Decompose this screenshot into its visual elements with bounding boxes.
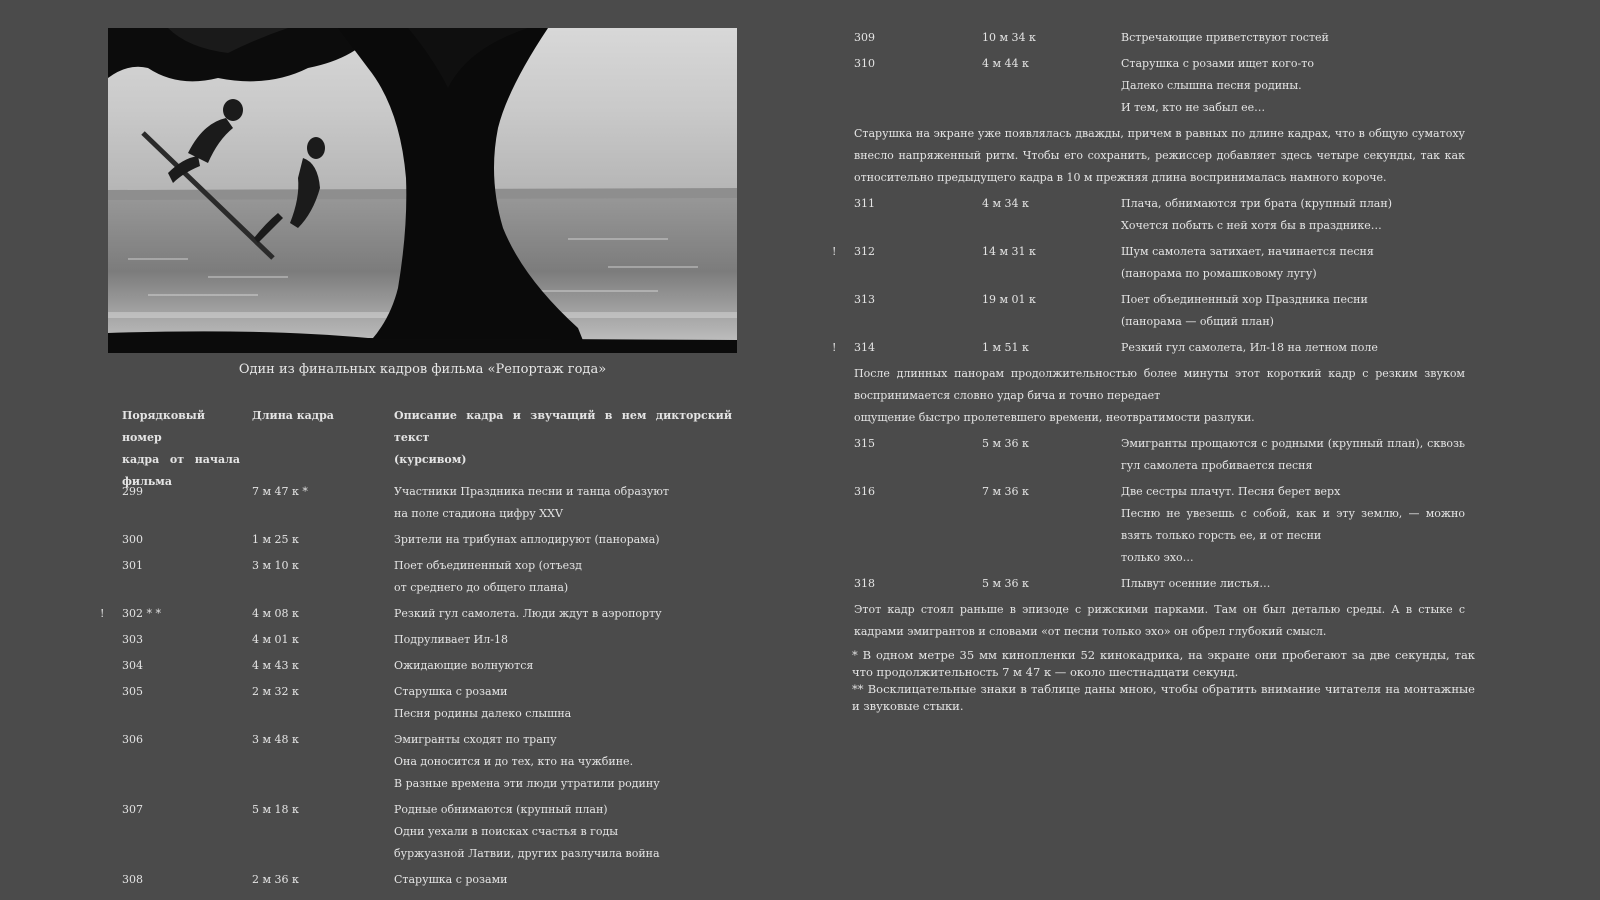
shot-description — [1121, 289, 1465, 333]
shot-length: 5 м 36 к — [982, 577, 1029, 590]
table-row — [100, 681, 740, 725]
shot-number: 315 — [854, 437, 875, 450]
description-line: Эмигранты прощаются с родными (крупный план), сквозь гул самолета пробивается песня — [1121, 437, 1465, 472]
exclamation-mark: ! — [832, 341, 837, 354]
table-row — [100, 629, 740, 651]
description-line: только эхо… — [1121, 551, 1194, 564]
shot-description — [1121, 27, 1465, 49]
commentary-paragraph: Этот кадр стоял раньше в эпизоде с рижскими парками. Там он был деталью среды. А в стыке с кадрами эмигрантов и словами «от песни только эхо» он обрел глубокий смысл. — [854, 603, 1465, 638]
shot-number: 304 — [122, 659, 143, 672]
shot-length: 7 м 47 к * — [252, 485, 308, 498]
shot-number: 299 — [122, 485, 143, 498]
description-line: Хочется побыть с ней хотя бы в празднике… — [1121, 219, 1382, 232]
shot-description — [1121, 193, 1465, 237]
description-line: Старушка с розами ищет кого-то — [1121, 57, 1314, 70]
shot-number: 314 — [854, 341, 875, 354]
description-line: Встречающие приветствуют гостей — [1121, 31, 1329, 44]
description-line: Подруливает Ил-18 — [394, 633, 508, 646]
description-line: (панорама по ромашковому лугу) — [1121, 267, 1317, 280]
shot-length: 10 м 34 к — [982, 31, 1036, 44]
film-still-image — [108, 28, 737, 353]
table-header — [100, 405, 740, 488]
description-line: В разные времена эти люди утратили родину — [394, 777, 660, 790]
description-line: Старушка с розами — [394, 873, 508, 886]
shot-description — [1121, 337, 1465, 359]
shot-length: 4 м 43 к — [252, 659, 299, 672]
table-row — [832, 241, 1482, 285]
shot-length: 4 м 01 к — [252, 633, 299, 646]
shot-description — [394, 655, 734, 677]
table-row — [842, 193, 1482, 237]
shot-length: 1 м 25 к — [252, 533, 299, 546]
exclamation-mark: ! — [100, 607, 105, 620]
description-line: Песня родины далеко слышна — [394, 707, 572, 720]
exclamation-mark: ! — [832, 245, 837, 258]
header-length: Длина кадра — [252, 409, 334, 422]
description-line: Две сестры плачут. Песня берет верх — [1121, 485, 1341, 498]
shot-number: 302 * * — [122, 607, 161, 620]
shot-description — [394, 681, 734, 725]
rows-group-b — [832, 193, 1482, 359]
table-row — [100, 555, 740, 599]
table-row — [100, 603, 740, 625]
description-line: Одни уехали в поисках счастья в годы — [394, 825, 619, 838]
description-line: Родные обнимаются (крупный план) — [394, 803, 608, 816]
description-line: (панорама — общий план) — [1121, 315, 1274, 328]
shot-description — [394, 729, 734, 795]
shot-length: 5 м 18 к — [252, 803, 299, 816]
rows-group-a — [842, 27, 1482, 119]
shot-description — [394, 603, 734, 625]
shot-length: 14 м 31 к — [982, 245, 1036, 258]
description-line: Шум самолета затихает, начинается песня — [1121, 245, 1374, 258]
description-line: Поет объединенный хор (отъезд — [394, 559, 582, 572]
shot-length: 7 м 36 к — [982, 485, 1029, 498]
table-row — [832, 337, 1482, 359]
shot-description — [394, 555, 734, 599]
commentary-paragraph: После длинных панорам продолжительностью более минуты этот короткий кадр с резким звуком воспринимается словно удар бича и точно передает ощущение быстро пролетевшего времени, неотвратимости разлуки. — [854, 367, 1465, 424]
description-line: Резкий гул самолета. Люди ждут в аэропорту — [394, 607, 662, 620]
shot-length: 4 м 34 к — [982, 197, 1029, 210]
shot-description — [1121, 573, 1465, 595]
table-row — [100, 729, 740, 795]
shot-length: 3 м 10 к — [252, 559, 299, 572]
shot-length: 19 м 01 к — [982, 293, 1036, 306]
description-line: И тем, кто не забыл ее… — [1121, 101, 1266, 114]
commentary-paragraph: Старушка на экране уже появлялась дважды, причем в равных по длине кадрах, что в общую суматоху внесло напряженный ритм. Чтобы его сохранить, режиссер добавляет здесь четыре секунды, так как относительно предыдущего кадра в 10 м прежняя длина воспринималась намного короче. — [854, 127, 1465, 184]
table-row — [842, 289, 1482, 333]
shot-description — [394, 629, 734, 651]
shot-number: 306 — [122, 733, 143, 746]
description-line: Участники Праздника песни и танца образуют — [394, 485, 670, 498]
shot-number: 312 — [854, 245, 875, 258]
shot-length: 3 м 48 к — [252, 733, 299, 746]
figure-caption: Один из финальных кадров фильма «Репортаж года» — [238, 362, 607, 377]
description-line: на поле стадиона цифру XXV — [394, 507, 563, 520]
right-content — [832, 23, 1482, 715]
shot-number: 309 — [854, 31, 875, 44]
description-line: Песню не увезешь с собой, как и эту землю, — можно взять только горсть ее, и от песни — [1121, 507, 1465, 542]
table-row — [842, 573, 1482, 595]
header-description: Описание кадра и звучащий в нем дикторский текст (курсивом) — [394, 409, 732, 466]
description-line: Старушка с розами — [394, 685, 508, 698]
shot-description — [394, 481, 734, 525]
description-line: Резкий гул самолета, Ил-18 на летном поле — [1121, 341, 1378, 354]
footnote: * В одном метре 35 мм кинопленки 52 кинокадрика, на экране они пробегают за две секунды, так что продолжительность 7 м 47 к — около шестнадцати секунд. — [852, 648, 1475, 679]
shot-table — [100, 405, 740, 891]
table-row — [100, 799, 740, 865]
shot-number: 301 — [122, 559, 143, 572]
table-row — [842, 27, 1482, 49]
shot-length: 1 м 51 к — [982, 341, 1029, 354]
table-row — [100, 481, 740, 525]
shot-length: 4 м 44 к — [982, 57, 1029, 70]
description-line: от среднего до общего плана) — [394, 581, 569, 594]
shot-number: 300 — [122, 533, 143, 546]
table-row — [100, 869, 740, 891]
description-line: Ожидающие волнуются — [394, 659, 534, 672]
shot-description — [1121, 481, 1465, 569]
film-still-svg — [108, 28, 737, 353]
shot-number: 310 — [854, 57, 875, 70]
shot-description — [1121, 241, 1465, 285]
shot-number: 313 — [854, 293, 875, 306]
shot-length: 5 м 36 к — [982, 437, 1029, 450]
shot-length: 4 м 08 к — [252, 607, 299, 620]
shot-description — [1121, 53, 1465, 119]
shot-description — [394, 799, 734, 865]
rows-group-c — [842, 433, 1482, 595]
description-line: Эмигранты сходят по трапу — [394, 733, 557, 746]
shot-number: 307 — [122, 803, 143, 816]
left-page — [100, 0, 740, 900]
header-number: Порядковый номер кадра от начала фильма — [122, 409, 240, 488]
shot-number: 311 — [854, 197, 875, 210]
shot-number: 308 — [122, 873, 143, 886]
left-rows — [100, 481, 740, 891]
shot-number: 305 — [122, 685, 143, 698]
table-row — [100, 655, 740, 677]
table-row — [100, 529, 740, 551]
shot-description — [394, 869, 734, 891]
shot-description — [394, 529, 734, 551]
shot-description — [1121, 433, 1465, 477]
description-line: Плача, обнимаются три брата (крупный план) — [1121, 197, 1392, 210]
footnote: ** Восклицательные знаки в таблице даны мною, чтобы обратить внимание читателя на монтажные и звуковые стыки. — [852, 682, 1475, 713]
table-row — [842, 53, 1482, 119]
description-line: Поет объединенный хор Праздника песни — [1121, 293, 1368, 306]
table-row — [842, 481, 1482, 569]
description-line: Зрители на трибунах аплодируют (панорама) — [394, 533, 660, 546]
shot-number: 303 — [122, 633, 143, 646]
shot-length: 2 м 32 к — [252, 685, 299, 698]
description-line: буржуазной Латвии, других разлучила война — [394, 847, 660, 860]
description-line: Плывут осенние листья… — [1121, 577, 1271, 590]
right-page — [832, 0, 1492, 900]
shot-length: 2 м 36 к — [252, 873, 299, 886]
description-line: Она доносится и до тех, кто на чужбине. — [394, 755, 634, 768]
shot-number: 318 — [854, 577, 875, 590]
table-row — [842, 433, 1482, 477]
shot-number: 316 — [854, 485, 875, 498]
description-line: Далеко слышна песня родины. — [1121, 79, 1302, 92]
